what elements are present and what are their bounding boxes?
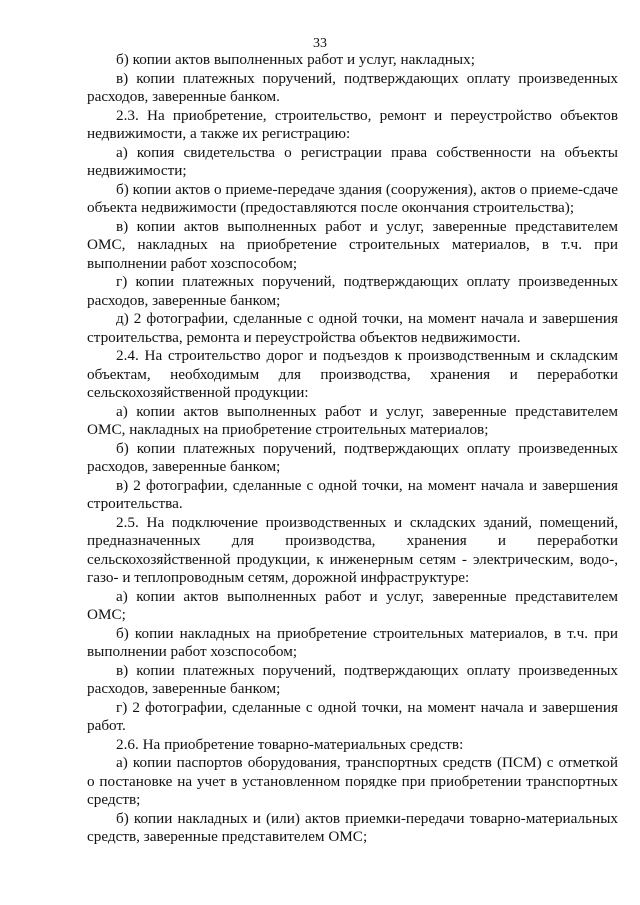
paragraph: а) копии актов выполненных работ и услуг, заверенные представителем ОМС; <box>87 587 618 623</box>
paragraph: б) копии накладных на приобретение строительных материалов, в т.ч. при выполнении работ хозспособом; <box>87 624 618 660</box>
paragraph: в) копии актов выполненных работ и услуг, заверенные представителем ОМС, накладных на приобретение строительных материалов, в т.ч. при выполнении работ хозспособом; <box>87 217 618 272</box>
paragraph: а) копии актов выполненных работ и услуг, заверенные представителем ОМС, накладных на приобретение строительных материалов; <box>87 402 618 438</box>
section-heading: 2.5. На подключение производственных и складских зданий, помещений, предназначенных для производства, хранения и переработки сельскохозяйственной продукции, к инженерным сетям - электрическим, водо-, газо- и теплопроводным сетям, дорожной инфраструктуре: <box>87 513 618 586</box>
section-heading: 2.6. На приобретение товарно-материальных средств: <box>116 735 464 753</box>
paragraph: д) 2 фотографии, сделанные с одной точки, на момент начала и завершения строительства, ремонта и переустройства объектов недвижимости. <box>87 310 618 346</box>
paragraph: в) копии платежных поручений, подтверждающих оплату произведенных расходов, заверенные банком; <box>87 661 618 697</box>
paragraph: г) копии платежных поручений, подтверждающих оплату произведенных расходов, заверенные банком; <box>87 273 618 309</box>
paragraph: в) копии платежных поручений, подтверждающих оплату произведенных расходов, заверенные банком. <box>87 69 618 105</box>
paragraph: а) копии паспортов оборудования, транспортных средств (ПСМ) с отметкой о постановке на учет в установленном порядке при приобретении транспортных средств; <box>87 754 618 808</box>
paragraph: г) 2 фотографии, сделанные с одной точки, на момент начала и завершения работ. <box>87 698 618 734</box>
section-heading: 2.4. На строительство дорог и подъездов к производственным и складским объектам, необходимым для производства, хранения и переработки сельскохозяйственной продукции: <box>87 347 618 401</box>
paragraph: б) копии накладных и (или) актов приемки-передачи товарно-материальных средств, заверенные представителем ОМС; <box>87 809 618 845</box>
section-heading: 2.3. На приобретение, строительство, ремонт и переустройство объектов недвижимости, а также их регистрацию: <box>87 106 618 142</box>
paragraph: в) 2 фотографии, сделанные с одной точки, на момент начала и завершения строительства. <box>87 476 618 512</box>
paragraph: а) копия свидетельства о регистрации права собственности на объекты недвижимости; <box>87 143 618 179</box>
paragraph: б) копии платежных поручений, подтверждающих оплату произведенных расходов, заверенные банком; <box>87 439 618 475</box>
paragraph: б) копии актов выполненных работ и услуг, накладных; <box>116 51 475 68</box>
document-body <box>87 51 618 847</box>
page-number: 33 <box>313 36 327 51</box>
paragraph: б) копии актов о приеме-передаче здания (сооружения), актов о приеме-сдаче объекта недвижимости (предоставляются после окончания строительства); <box>87 180 618 216</box>
